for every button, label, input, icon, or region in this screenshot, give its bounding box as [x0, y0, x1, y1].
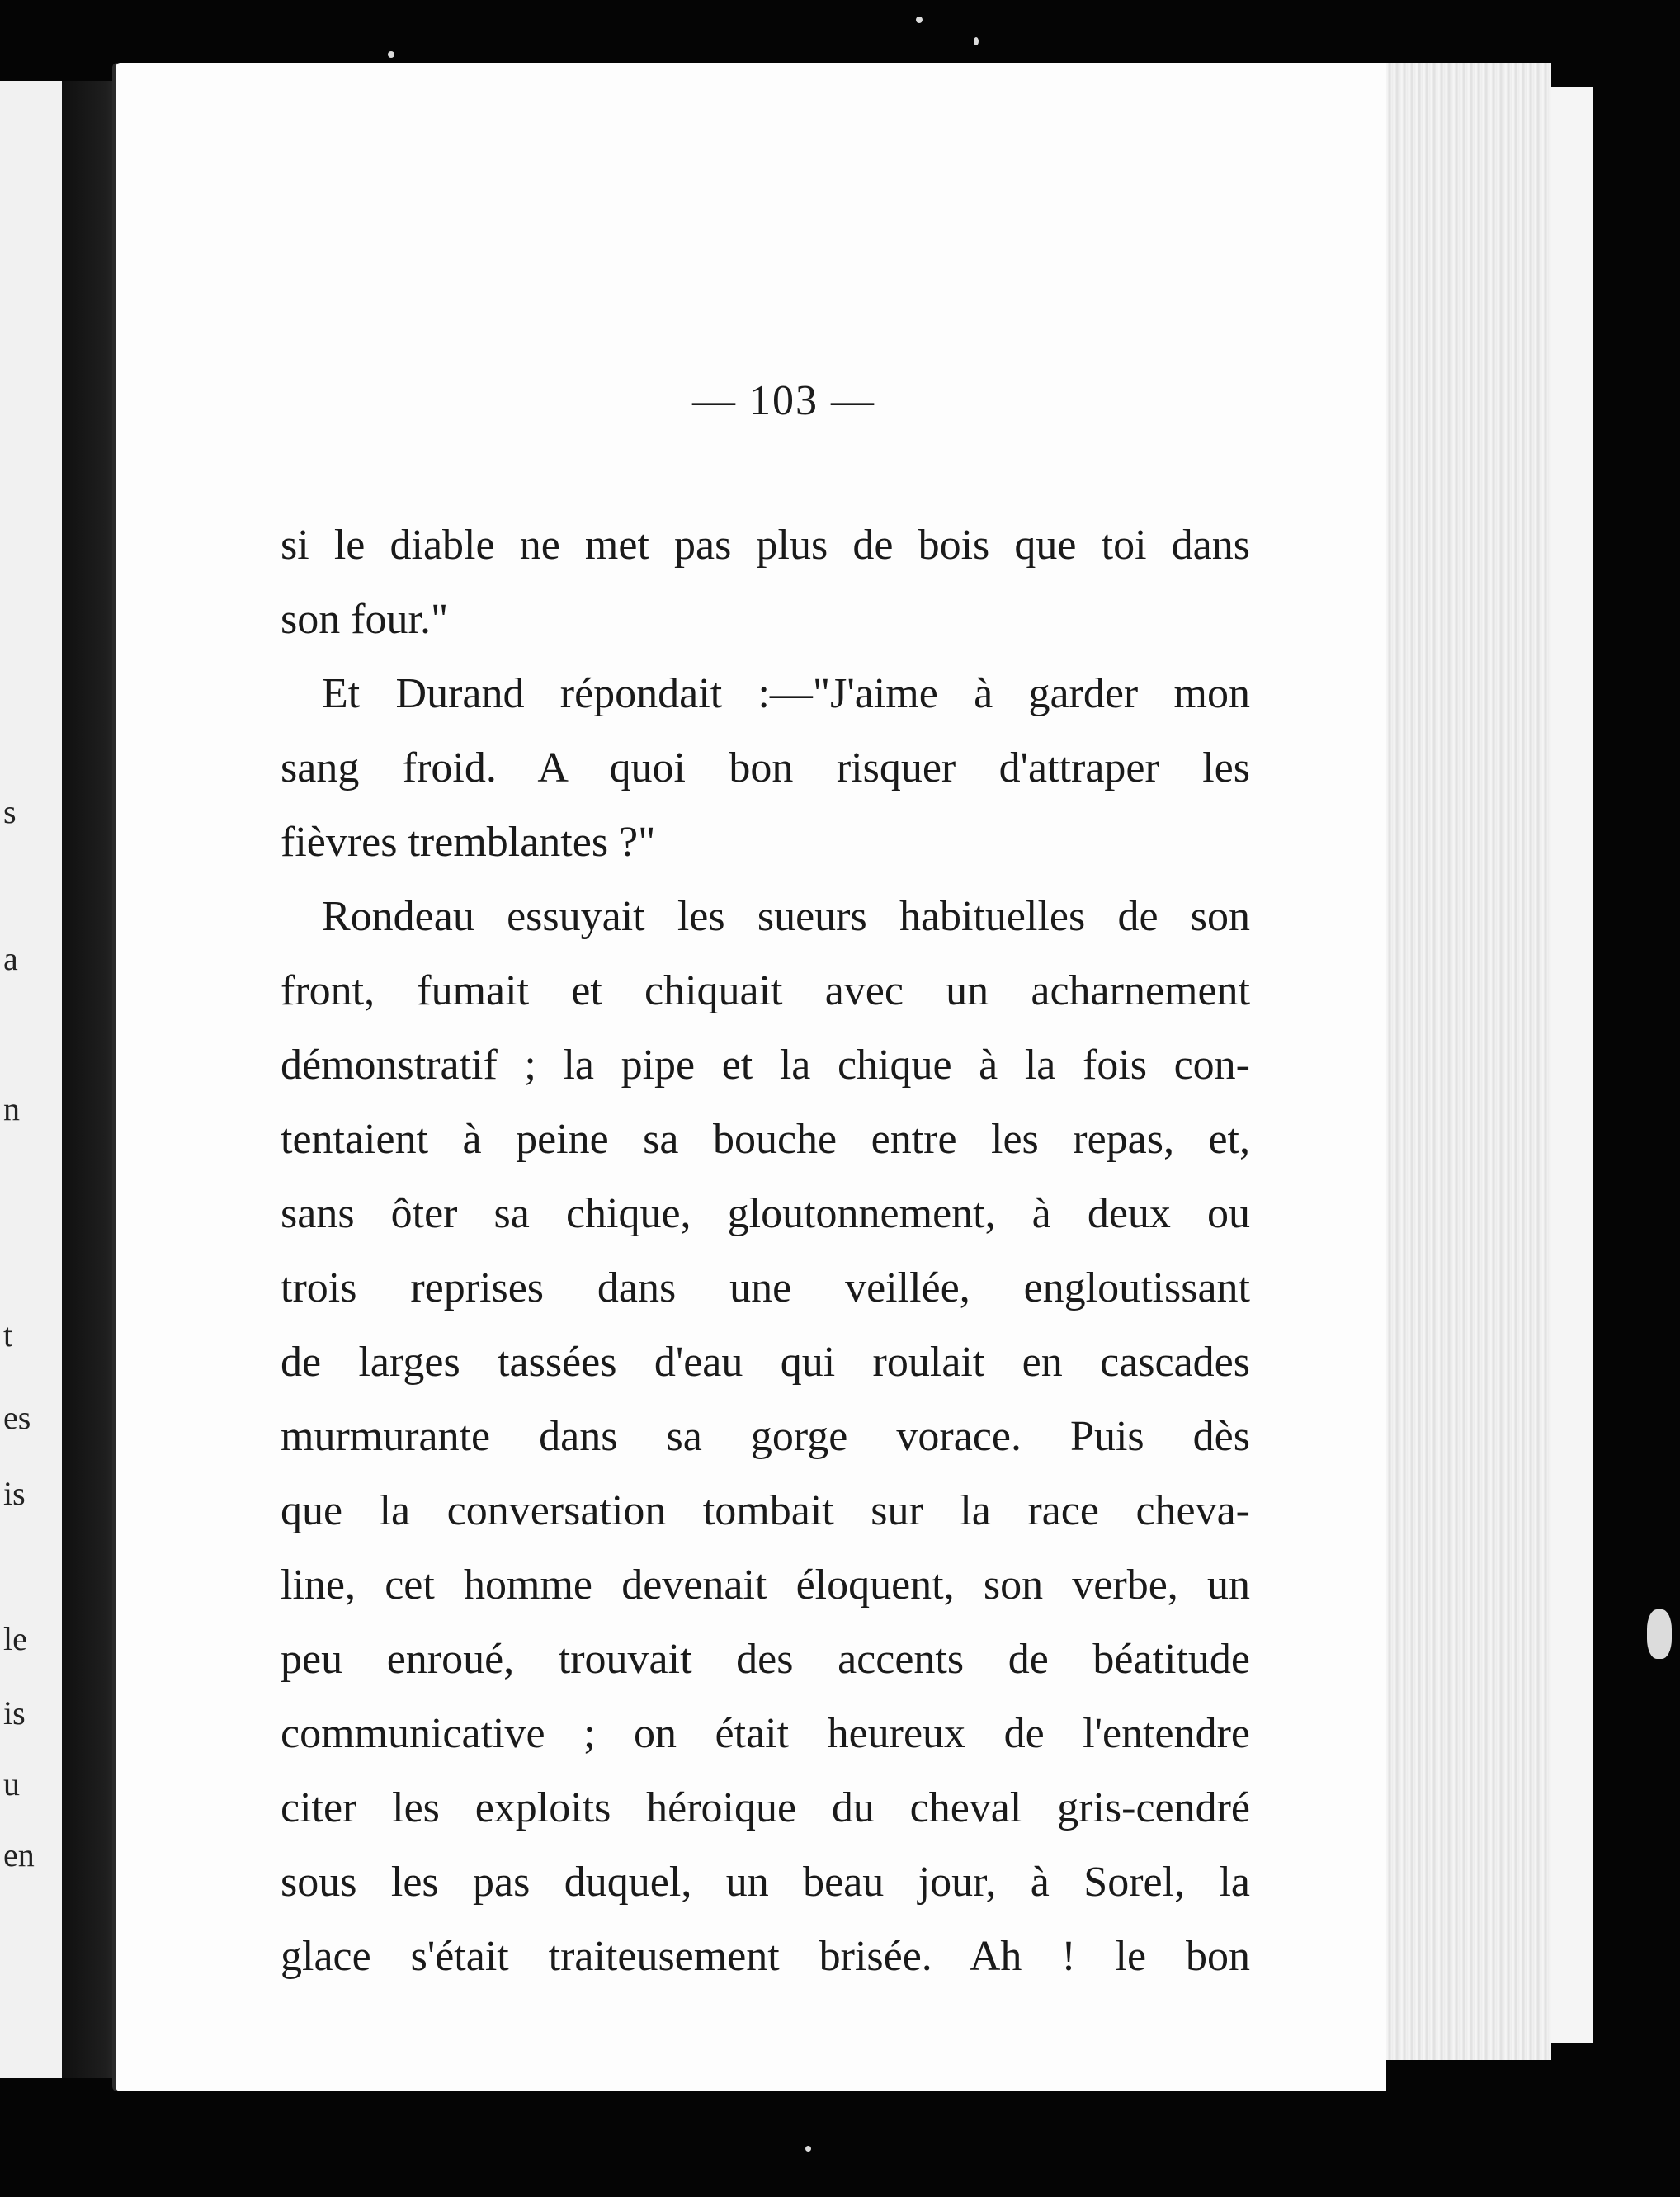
left-text-fragment: en — [3, 1836, 35, 1873]
left-text-fragment: a — [3, 940, 18, 977]
page-edges — [1370, 63, 1551, 2060]
text-line: murmurante dans sa gorge vorace. Puis dès — [281, 1413, 1250, 1460]
text-line: sous les pas duquel, un beau jour, à Sorel, la — [281, 1859, 1250, 1906]
text-line: glace s'était traiteusement brisée. Ah ! le bon — [281, 1933, 1250, 1980]
text-line: son four." — [281, 596, 449, 643]
text-line: communicative ; on était heureux de l'entendre — [281, 1710, 1250, 1757]
text-line: de larges tassées d'eau qui roulait en cascades — [281, 1339, 1250, 1386]
text-line: démonstratif ; la pipe et la chique à la fois con- — [281, 1042, 1250, 1089]
text-line: line, cet homme devenait éloquent, son verbe, un — [281, 1562, 1250, 1609]
left-text-fragment: le — [3, 1620, 27, 1657]
left-text-fragment: n — [3, 1090, 20, 1127]
text-line: citer les exploits héroique du cheval gris-cendré — [281, 1784, 1250, 1831]
left-page-fragment — [0, 81, 62, 2078]
left-text-fragment: es — [3, 1399, 31, 1436]
text-line: si le diable ne met pas plus de bois que toi dans — [281, 522, 1250, 569]
left-text-fragment: t — [3, 1316, 13, 1354]
text-line: front, fumait et chiquait avec un acharnement — [281, 967, 1250, 1014]
left-text-fragment: u — [3, 1765, 20, 1802]
dust-speck — [1647, 1609, 1672, 1659]
body-text — [281, 508, 1250, 1994]
left-text-fragment: is — [3, 1475, 26, 1512]
text-line: Et Durand répondait :—"J'aime à garder mon — [322, 670, 1250, 717]
text-line: trois reprises dans une veillée, engloutissant — [281, 1264, 1250, 1311]
page-number: — 103 — — [692, 377, 875, 424]
dust-speck — [916, 17, 923, 23]
text-line: sang froid. A quoi bon risquer d'attraper les — [281, 744, 1250, 791]
left-text-fragment: s — [3, 793, 17, 830]
text-line: fièvres tremblantes ?" — [281, 819, 656, 866]
dust-speck — [805, 2146, 811, 2152]
text-line: que la conversation tombait sur la race cheva- — [281, 1487, 1250, 1534]
text-line: tentaient à peine sa bouche entre les repas, et, — [281, 1116, 1250, 1163]
book-page — [116, 63, 1386, 2091]
dust-speck — [388, 51, 394, 58]
text-line: Rondeau essuyait les sueurs habituelles de son — [322, 893, 1250, 940]
left-text-fragment: is — [3, 1694, 26, 1732]
text-line: sans ôter sa chique, gloutonnement, à deux ou — [281, 1190, 1250, 1237]
dust-speck — [974, 37, 979, 45]
text-line: peu enroué, trouvait des accents de béatitude — [281, 1636, 1250, 1683]
